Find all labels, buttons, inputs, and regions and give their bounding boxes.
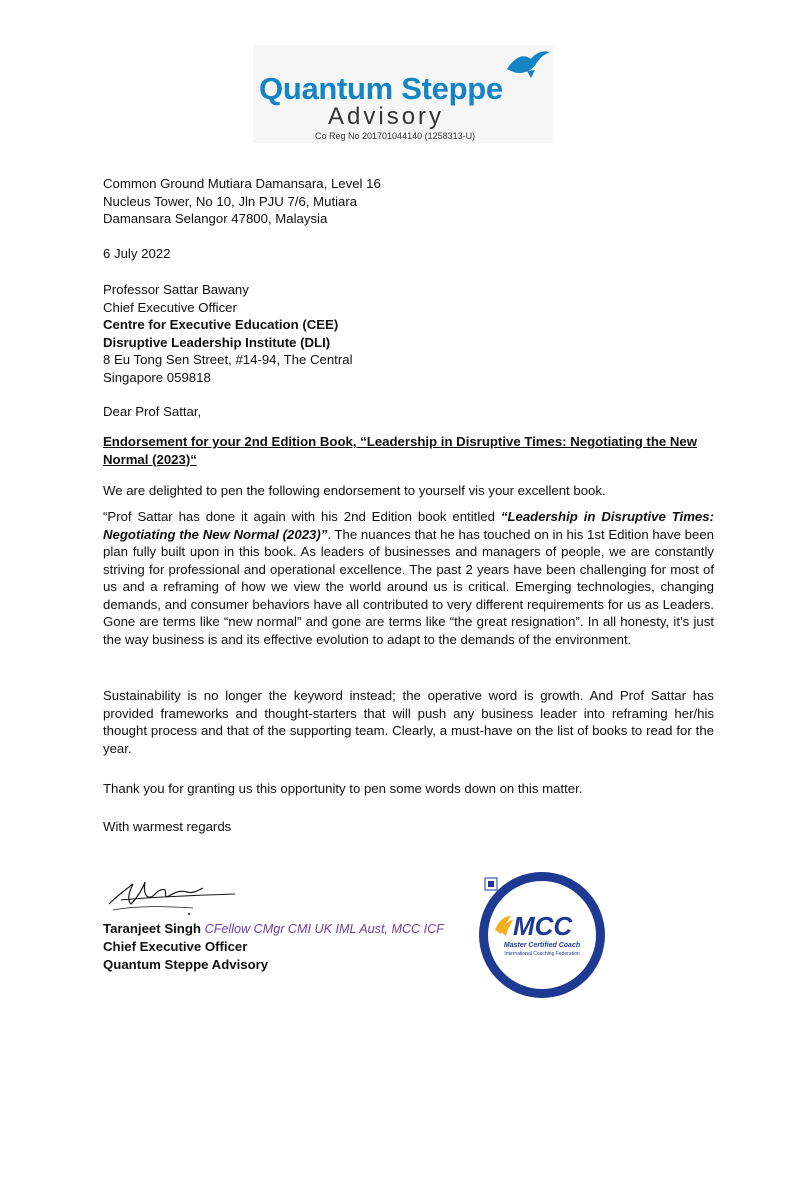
salutation: Dear Prof Sattar, [103,404,202,419]
company-registration: Co Reg No 201701044140 (1258313-U) [315,131,476,141]
paragraph-text: “Prof Sattar has done it again with his 2nd Edition book entitled [103,509,501,524]
recipient-city: Singapore 059818 [103,369,211,385]
badge-text: MCC [513,911,573,941]
body-paragraph [103,508,714,648]
signer-credentials: CFellow CMgr CMI UK IML Aust, MCC ICF [204,922,444,936]
badge-line1: Master Certified Coach [503,942,581,949]
signer-title: Chief Executive Officer [103,939,248,954]
recipient-org: Centre for Executive Education (CEE) [103,317,339,332]
address-line: Common Ground Mutiara Damansara, Level 16 [103,176,381,191]
address-line: Nucleus Tower, No 10, Jln PJU 7/6, Mutiara [103,193,358,209]
letter-date: 6 July 2022 [103,246,171,261]
company-logo [253,45,553,143]
signer-block [103,920,444,974]
closing: With warmest regards [103,819,232,834]
recipient-org: Disruptive Leadership Institute (DLI) [103,334,331,350]
recipient-title: Chief Executive Officer [103,299,237,315]
book-title: “Leadership in Disruptive Times: Negotiating the New Normal (2023)” [103,509,714,542]
body-paragraph: We are delighted to pen the following endorsement to yourself vis your excellent book. [103,483,606,498]
paragraph-text: . The nuances that he has touched on in his 1st Edition have been plan fully built upon in this book. As leaders of businesses and managers of people, we are constantly striving for professional and operational excellence. The past 2 years have been challenging for most of us and a reframing of how we view the world around us is critical. Emerging technologies, changing demands, and consumer behaviors have all contributed to very different requirements for us as Leaders. Gone are terms like “new normal” and gone are terms like “the great resignation”. In all honesty, it’s just the way business is and its effective evolution to adapt to the demands of the environment. [103,526,714,647]
signature-icon [103,870,243,918]
subject-line: Endorsement for your 2nd Edition Book, “Leadership in Disruptive Times: Negotiating the New Normal (2023)“ [103,434,697,467]
badge-line2: International Coaching Federation [504,951,580,957]
recipient-block [103,281,353,386]
eagle-icon [505,49,551,79]
logo-name: Quantum Steppe [259,71,503,106]
sender-address [103,175,381,228]
recipient-name: Professor Sattar Bawany [103,282,249,297]
body-paragraph: Thank you for granting us this opportunity to pen some words down on this matter. [103,781,583,796]
address-line: Damansara Selangor 47800, Malaysia [103,211,328,226]
logo-subtitle: Advisory [328,103,445,130]
signer-company: Quantum Steppe Advisory [103,957,269,972]
mcc-badge-icon [477,870,607,1000]
body-paragraph: Sustainability is no longer the keyword instead; the operative word is growth. And Prof Sattar has provided frameworks and thought-starters that will push any business leader into reframing her/his thought process and that of the supporting team. Clearly, a must-have on the list of books to read for the year. [103,688,714,756]
recipient-street: 8 Eu Tong Sen Street, #14-94, The Central [103,352,353,367]
signer-name: Taranjeet Singh [103,921,201,936]
